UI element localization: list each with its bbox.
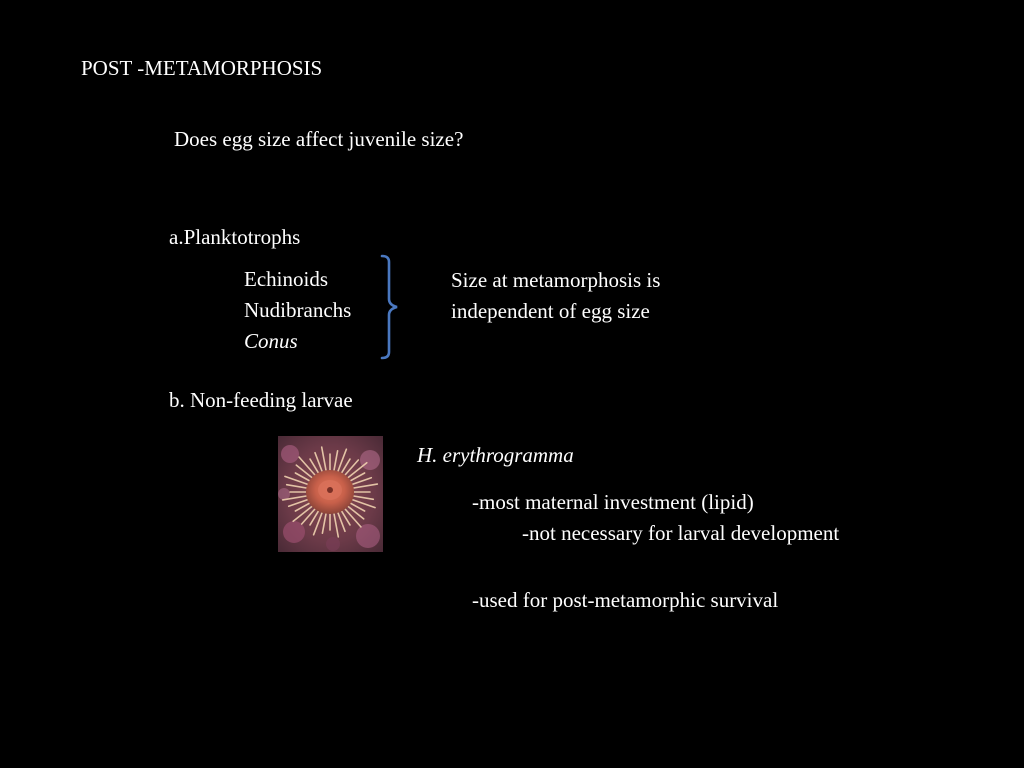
taxon-nudibranchs: Nudibranchs bbox=[244, 298, 352, 322]
species-name: H. erythrogramma bbox=[417, 443, 574, 467]
slide-title: POST -METAMORPHOSIS bbox=[81, 56, 323, 80]
taxon-echinoids: Echinoids bbox=[244, 267, 328, 291]
conclusion-text bbox=[451, 265, 660, 327]
conclusion-line-1: Size at metamorphosis is bbox=[451, 268, 661, 292]
taxon-conus: Conus bbox=[244, 329, 298, 353]
note-post-metamorphic-survival: -used for post-metamorphic survival bbox=[472, 588, 779, 612]
conclusion-line-2: independent of egg size bbox=[451, 299, 650, 323]
question-text: Does egg size affect juvenile size? bbox=[174, 127, 464, 151]
bracket-icon bbox=[378, 254, 404, 360]
sea-urchin-photo bbox=[278, 436, 383, 552]
section-b-label: b. Non-feeding larvae bbox=[169, 388, 353, 412]
note-maternal-investment: -most maternal investment (lipid) bbox=[472, 490, 754, 514]
taxa-list bbox=[244, 264, 351, 357]
section-a-label: a.Planktotrophs bbox=[169, 225, 301, 249]
note-larval-development: -not necessary for larval development bbox=[522, 521, 840, 545]
